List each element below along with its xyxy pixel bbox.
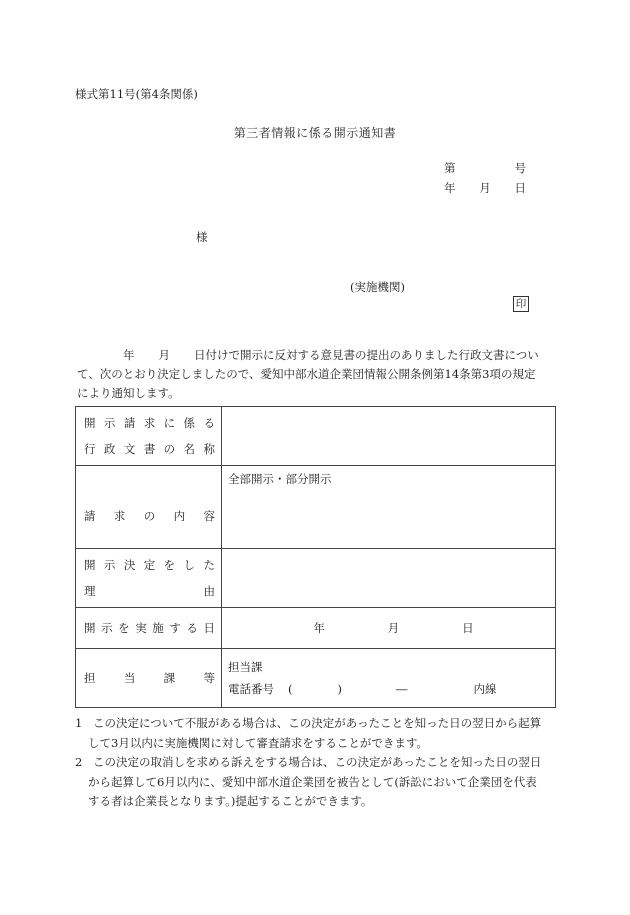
tel-paren-close: ) <box>337 682 342 696</box>
impl-date-label-char: る <box>186 621 198 635</box>
doc-name-label-char: 請 <box>123 416 136 430</box>
doc-name-label-char: 行 <box>84 442 96 456</box>
section-label: 担当課 <box>228 660 263 674</box>
value-request-content[interactable]: 全部開示・部分開示 <box>222 466 556 549</box>
section-label-char: 担 <box>84 671 96 685</box>
number-prefix: 第 <box>444 161 456 175</box>
label-implementation-date <box>76 608 222 649</box>
decision-reason-label-char: を <box>163 558 176 572</box>
value-implementation-date[interactable] <box>222 608 556 649</box>
impl-date-label-char: 開 <box>84 621 96 635</box>
label-document-name-line2 <box>84 441 215 457</box>
impl-date-label-char: 示 <box>101 621 113 635</box>
tel-paren-open: ( <box>288 682 293 696</box>
label-document-name-line1 <box>84 415 215 431</box>
doc-name-label-char: 称 <box>203 442 215 456</box>
date-month: 月 <box>479 181 491 195</box>
notes <box>75 714 565 812</box>
intro-line-1: 年 月 日付けで開示に反対する意見書の提出のありました行政文書につい <box>123 348 539 362</box>
value-section-in-charge[interactable] <box>222 649 556 708</box>
decision-reason-label-char: 示 <box>103 558 116 572</box>
section-label-char: 課 <box>163 671 176 685</box>
label-decision-reason-line1 <box>84 557 215 573</box>
doc-name-label-char: 求 <box>143 416 156 430</box>
doc-name-label-char: 開 <box>84 416 96 430</box>
doc-name-label-char: 示 <box>103 416 116 430</box>
decision-reason-label-char: 開 <box>84 558 96 572</box>
decision-reason-label-char: た <box>203 558 215 572</box>
impl-date-label-char: 実 <box>135 621 147 635</box>
row-request-content <box>76 466 556 549</box>
doc-name-label-char: に <box>163 416 176 430</box>
impl-month: 月 <box>387 621 400 635</box>
impl-date-label-char: す <box>169 621 181 635</box>
label-section-in-charge <box>76 649 222 708</box>
request-content-label-char: 内 <box>173 509 186 523</box>
number-suffix: 号 <box>514 161 526 175</box>
decision-reason-label-char: 決 <box>123 558 136 572</box>
value-decision-reason[interactable] <box>222 549 556 608</box>
doc-name-label-char: る <box>203 416 215 430</box>
section-label-char: 等 <box>203 671 215 685</box>
addressee-honorific: 様 <box>196 230 208 244</box>
request-content-label-char: の <box>143 509 156 523</box>
doc-name-label-char: 名 <box>183 442 196 456</box>
seal-box: 印 <box>513 296 529 312</box>
request-content-label-char: 請 <box>84 509 96 523</box>
telephone-row <box>228 678 549 700</box>
doc-name-label-char: 政 <box>103 442 116 456</box>
doc-name-label-char: 文 <box>123 442 136 456</box>
impl-date-label-char: 日 <box>203 621 215 635</box>
label-request-content <box>76 466 222 549</box>
impl-date-label-char: を <box>118 621 130 635</box>
label-decision-reason <box>76 549 222 608</box>
impl-day: 日 <box>462 621 474 635</box>
doc-name-label-char: 書 <box>143 442 156 456</box>
section-label-char: 当 <box>123 671 136 685</box>
issue-date <box>444 180 526 196</box>
impl-date-label-char: 施 <box>152 621 164 635</box>
doc-name-label-char: の <box>163 442 176 456</box>
notification-table <box>75 406 556 708</box>
date-day: 日 <box>514 181 526 195</box>
tel-dash: ― <box>396 682 408 696</box>
row-section-in-charge <box>76 649 556 708</box>
note-2: 2 この決定の取消しを求める訴えをする場合は、この決定があったことを知った日の翌日 から起算して6月以内に、愛知中部水道企業団を被告として(訴訟において企業団を代表 する者は企業長となります。)提起することができます。 <box>75 755 542 808</box>
intro-line-3: により通知します。 <box>77 386 180 400</box>
request-content-label-char: 求 <box>113 509 126 523</box>
doc-name-label-char: 係 <box>183 416 196 430</box>
intro-paragraph <box>77 346 550 403</box>
date-year: 年 <box>444 181 456 195</box>
impl-year: 年 <box>313 621 325 635</box>
form-number-label: 様式第11号(第4条関係) <box>75 87 198 101</box>
document-number <box>444 160 526 176</box>
implementing-agency: (実施機関) <box>350 280 405 294</box>
row-implementation-date <box>76 608 556 649</box>
row-decision-reason <box>76 549 556 608</box>
label-document-name <box>76 407 222 466</box>
value-document-name[interactable] <box>222 407 556 466</box>
decision-reason-label-char: 定 <box>143 558 156 572</box>
decision-reason-label-char: し <box>183 558 196 572</box>
note-1: 1 この決定について不服がある場合は、この決定があったことを知った日の翌日から起算 して3月以内に実施機関に対して審査請求をすることができます。 <box>75 716 542 750</box>
intro-line-2: て、次のとおり決定しましたので、愛知中部水道企業団情報公開条例第14条第3項の規定 <box>77 367 536 381</box>
tel-label: 電話番号 <box>228 682 274 696</box>
row-document-name <box>76 407 556 466</box>
label-decision-reason-line2: 理 由 <box>84 584 215 598</box>
request-content-label-char: 容 <box>203 509 215 523</box>
document-title: 第三者情報に係る開示通知書 <box>233 126 397 140</box>
extension-label: 内線 <box>473 682 497 696</box>
